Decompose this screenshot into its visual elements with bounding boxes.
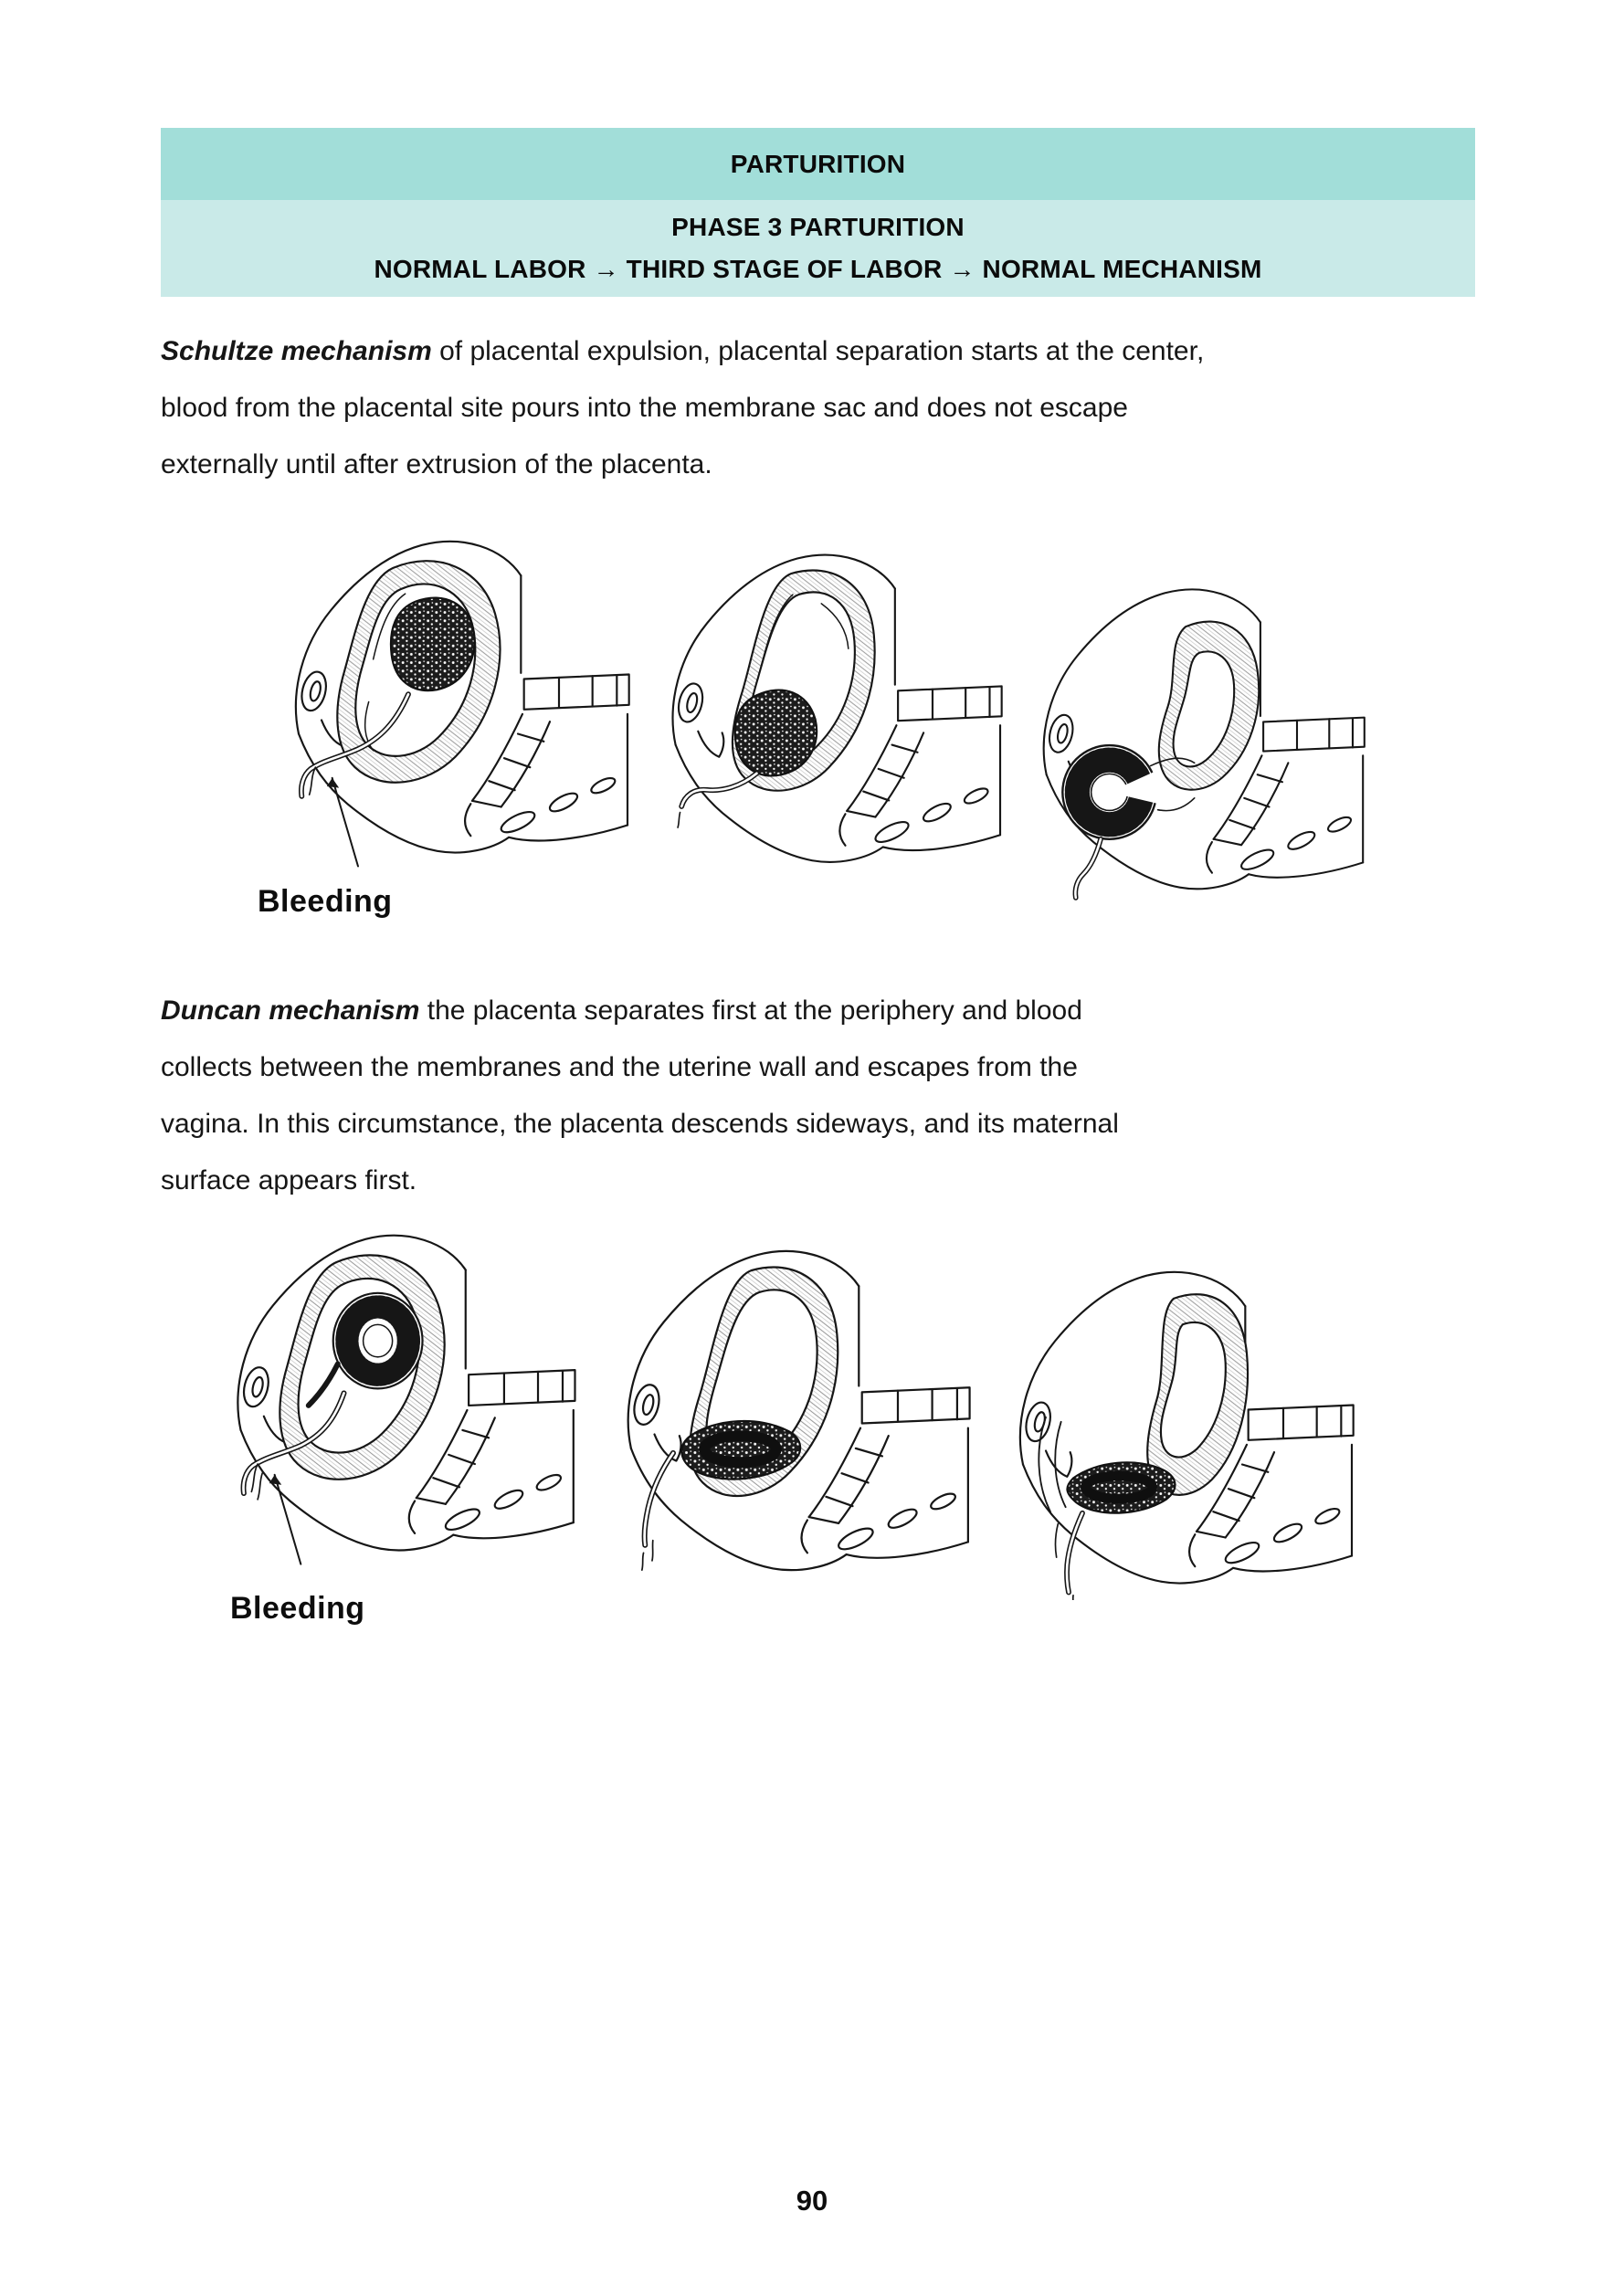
section-header	[161, 128, 1475, 200]
duncan-lead: Duncan mechanism	[161, 995, 420, 1026]
paragraph-line: surface appears first.	[161, 1165, 417, 1195]
paragraph-line: vagina. In this circumstance, the placenta descends sideways, and its maternal	[161, 1109, 1119, 1139]
schultze-stage-3-figure	[1016, 583, 1367, 905]
bleeding-arrow	[275, 1475, 301, 1564]
page-number: 90	[796, 2185, 828, 2217]
placenta-descending-maternal-first	[1039, 1294, 1248, 1600]
uterus-placenta-descending	[678, 571, 875, 828]
everted-placenta-expelled	[1062, 622, 1259, 898]
schultze-figure-1	[267, 534, 632, 869]
schultze-stage-2-figure	[644, 548, 1005, 879]
paragraph-line: collects between the membranes and the uterine wall and escapes from the	[161, 1052, 1078, 1082]
schultze-lead: Schultze mechanism	[161, 336, 432, 366]
duncan-figure-2	[598, 1244, 973, 1587]
schultze-figure-2	[644, 548, 1005, 879]
subsection-header	[161, 200, 1475, 297]
uterus-peripheral-separation	[244, 1255, 445, 1564]
schultze-figure-3	[1016, 583, 1367, 905]
duncan-stage-3-figure	[991, 1265, 1356, 1600]
duncan-stage-1-figure	[208, 1228, 578, 1567]
paragraph-line-text: of placental expulsion, placental separation starts at the center,	[431, 336, 1205, 366]
placenta-central-separation	[391, 598, 475, 691]
subsection-header-line2: NORMAL LABOR → THIRD STAGE OF LABOR → NORMAL MECHANISM	[374, 255, 1262, 283]
placenta-in-lower-segment	[735, 690, 817, 776]
bleeding-label-duncan: Bleeding	[230, 1591, 365, 1626]
uterus-with-separating-placenta	[301, 561, 501, 866]
section-header-title: PARTURITION	[730, 149, 906, 178]
umbilical-cord	[645, 1453, 673, 1545]
paragraph-line: blood from the placental site pours into the membrane sac and does not escape	[161, 393, 1128, 423]
schultze-paragraph	[161, 323, 1475, 493]
bleeding-label-schultze: Bleeding	[258, 884, 393, 919]
paragraph-line	[161, 323, 1475, 380]
bleeding-arrow	[332, 778, 358, 867]
paragraph-line: externally until after extrusion of the placenta.	[161, 449, 712, 479]
subsection-header-line1: PHASE 3 PARTURITION	[671, 213, 965, 241]
duncan-paragraph	[161, 983, 1475, 1209]
paragraph-line	[161, 983, 1475, 1039]
schultze-stage-1-figure	[267, 534, 632, 869]
paragraph-line-text: the placenta separates first at the periphery and blood	[419, 995, 1082, 1026]
duncan-figure-3	[991, 1265, 1356, 1600]
duncan-figure-1	[208, 1228, 578, 1567]
duncan-stage-2-figure	[598, 1244, 973, 1587]
